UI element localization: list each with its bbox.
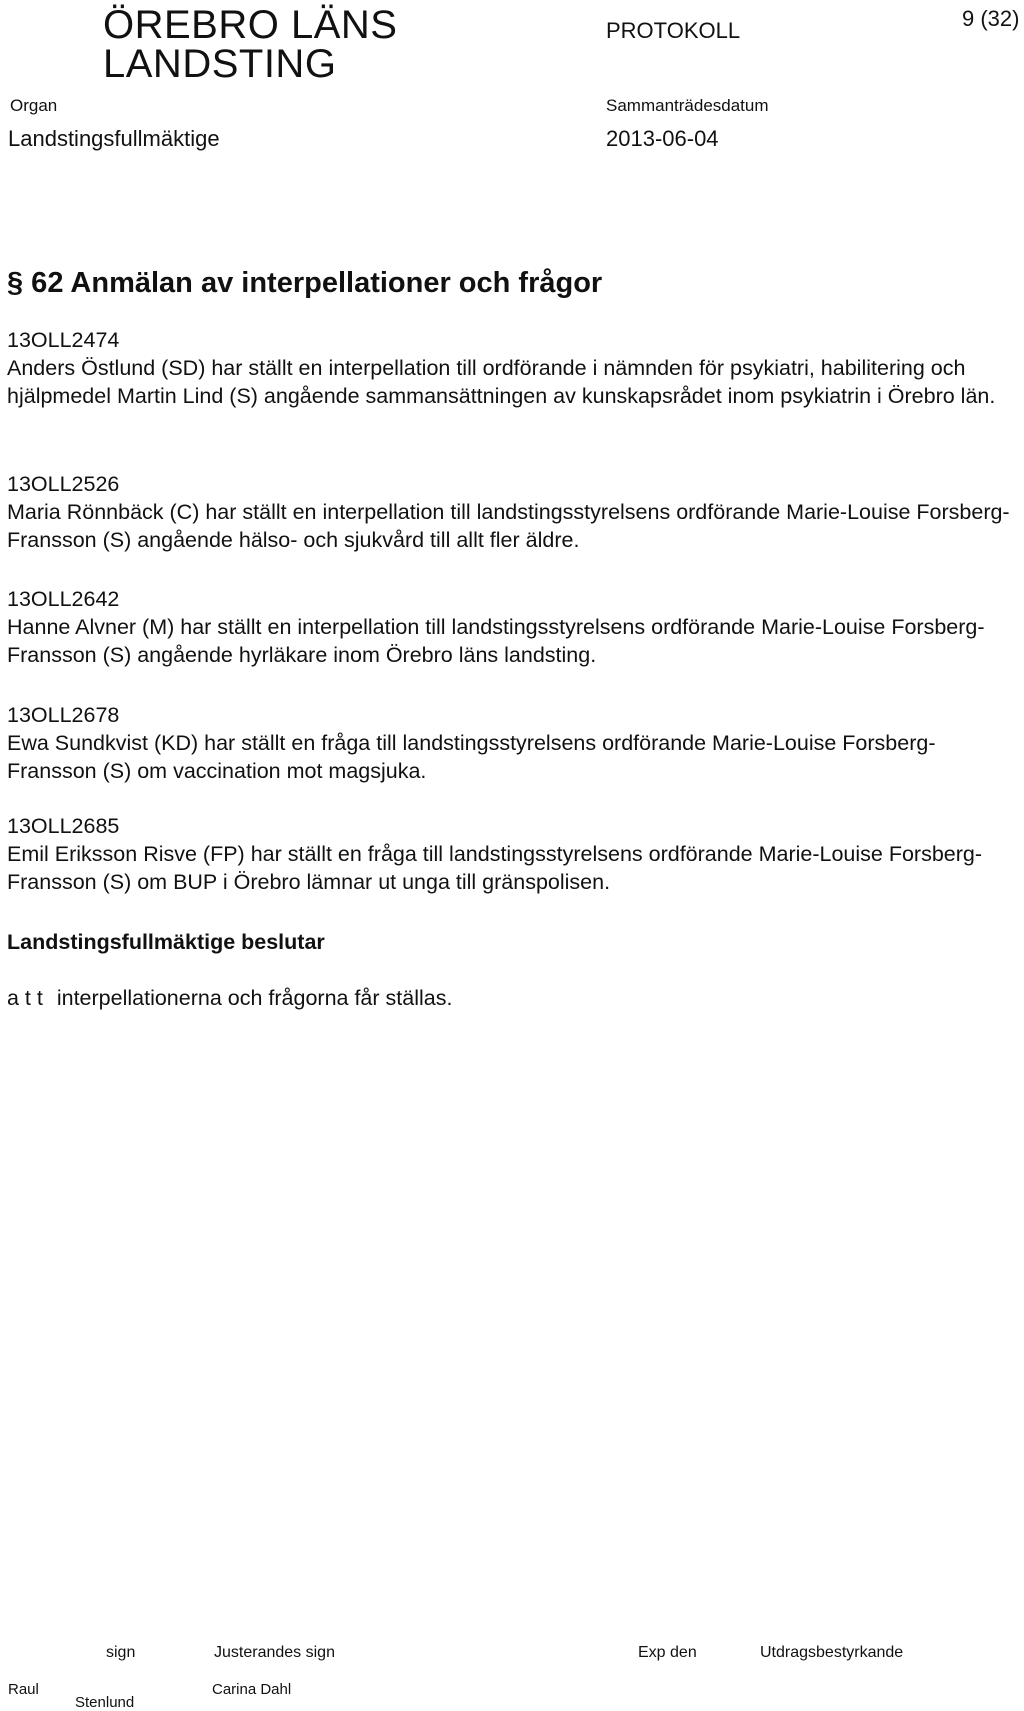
organ-label: Organ [10,96,58,115]
item-text: Emil Eriksson Risve (FP) har ställt en fråga till landstingsstyrelsens ordförande Marie-Louise Forsberg-Fransson (S) om BUP i Örebro lämnar ut unga till gränspolisen. [7,842,983,894]
list-item [7,470,1019,554]
date-label: Sammanträdesdatum [606,96,769,115]
item-text: Hanne Alvner (M) har ställt en interpellation till landstingsstyrelsens ordförande Marie-Louise Forsberg-Fransson (S) angående hyrläkare inom Örebro läns landsting. [7,615,985,667]
utdrag-label: Utdragsbestyrkande [760,1644,904,1661]
signer1-last-name: Stenlund [75,1694,135,1711]
page-number: 9 (32) [962,6,1020,31]
section-title: § 62 Anmälan av interpellationer och frågor [7,267,603,299]
signer1-first-name: Raul [8,1681,39,1698]
item-reference: 13OLL2678 [7,703,120,727]
decision-prefix: a t t [7,986,43,1010]
sign-label: sign [106,1644,136,1661]
decision-text: interpellationerna och frågorna får ställas. [56,986,453,1010]
list-item [7,812,1019,896]
item-reference: 13OLL2642 [7,587,120,611]
decision [7,986,452,1011]
list-item [7,326,1019,410]
org-logo-line1: ÖREBRO LÄNS [103,3,398,47]
item-text: Ewa Sundkvist (KD) har ställt en fråga till landstingsstyrelsens ordförande Marie-Louise Forsberg-Fransson (S) om vaccination mot magsjuka. [7,731,936,783]
justerandes-label: Justerandes sign [214,1644,335,1661]
item-reference: 13OLL2474 [7,328,120,352]
date-value: 2013-06-04 [606,126,719,151]
doc-type: PROTOKOLL [606,18,741,43]
list-item [7,701,1019,785]
signer2-name: Carina Dahl [212,1681,292,1698]
org-logo-line2: LANDSTING [103,42,337,86]
item-text: Maria Rönnbäck (C) har ställt en interpellation till landstingsstyrelsens ordförande Marie-Louise Forsberg-Fransson (S) angående hälso- och sjukvård till allt fler äldre. [7,500,1010,552]
item-reference: 13OLL2685 [7,814,120,838]
organ-value: Landstingsfullmäktige [8,126,220,151]
item-reference: 13OLL2526 [7,472,120,496]
list-item [7,585,1019,669]
decision-heading: Landstingsfullmäktige beslutar [7,930,325,954]
item-text: Anders Östlund (SD) har ställt en interpellation till ordförande i nämnden för psykiatri, habilitering och hjälpmedel Martin Lind (S) angående sammansättningen av kunskapsrådet inom psykiatrin i Örebro län. [7,356,996,408]
exp-label: Exp den [638,1644,697,1661]
